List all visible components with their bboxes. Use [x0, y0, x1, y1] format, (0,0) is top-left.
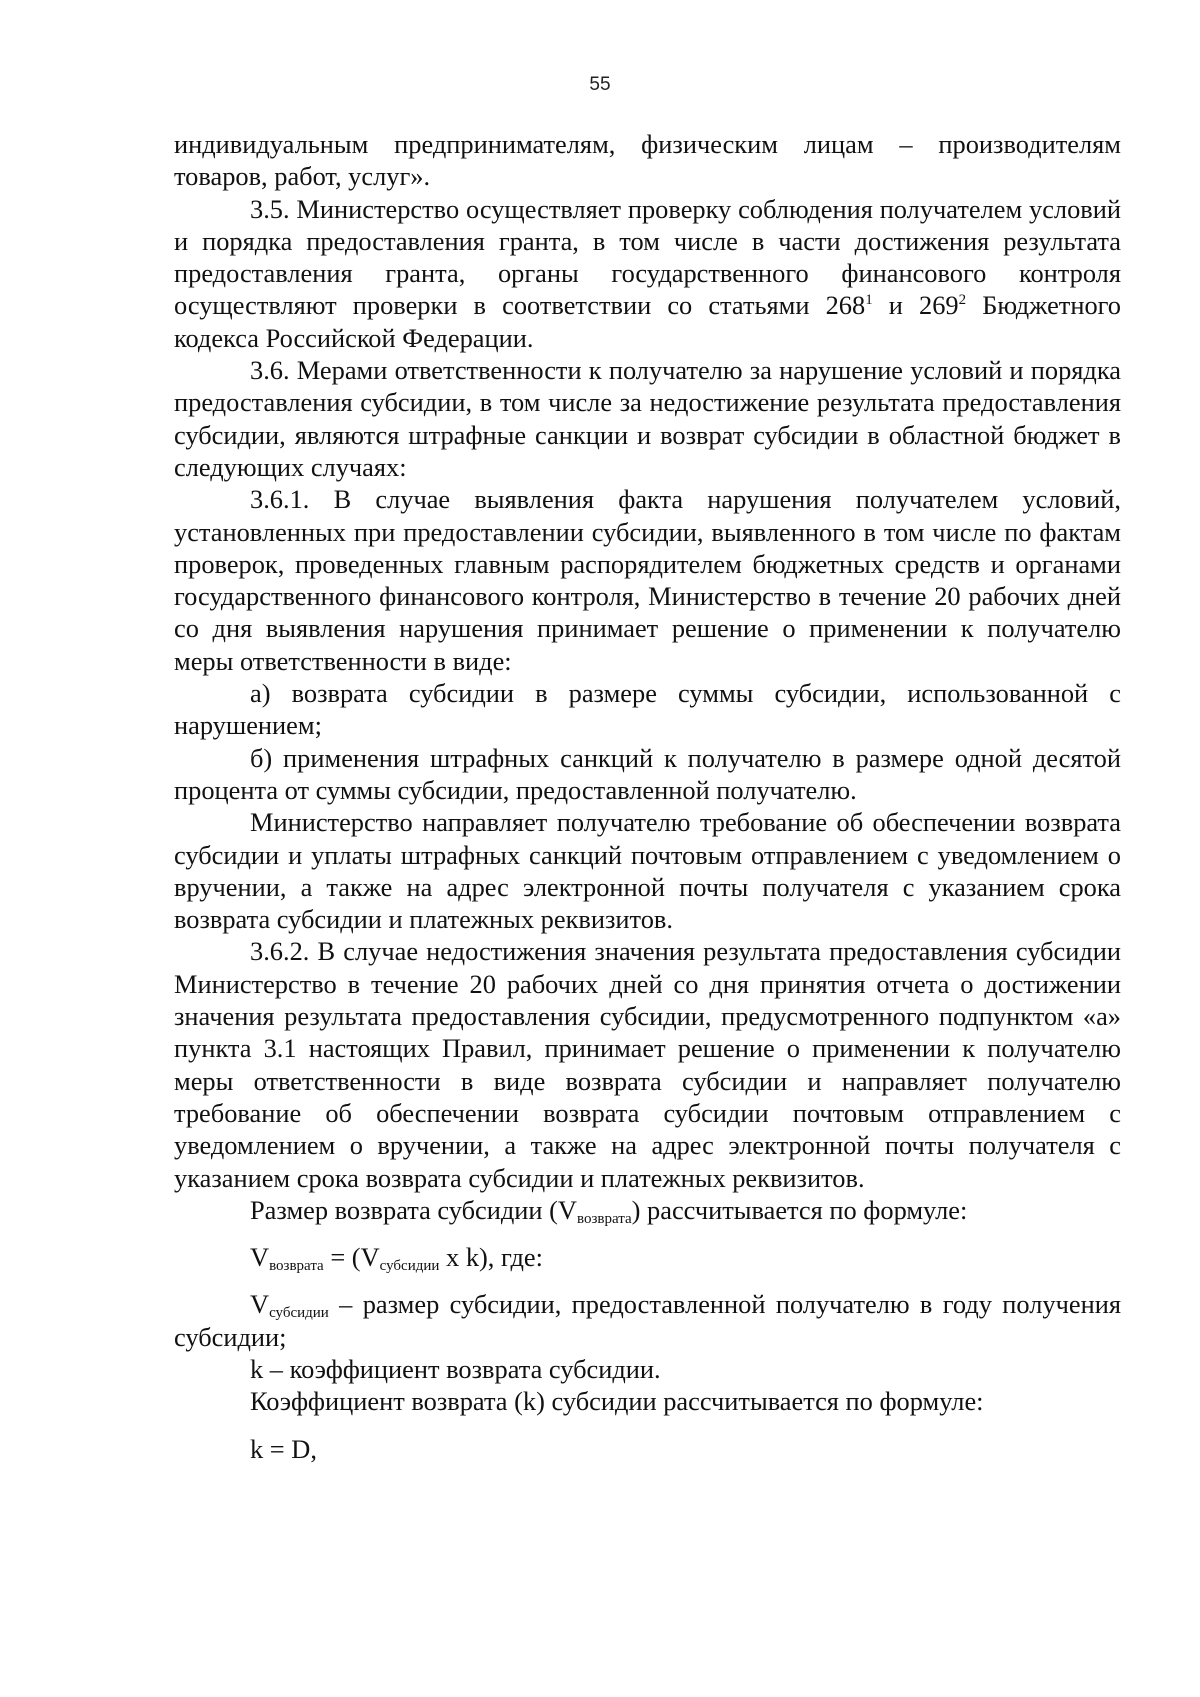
v-subsidy-subscript: субсидии: [269, 1305, 329, 1322]
paragraph-3-5: [174, 193, 1121, 354]
paragraph-item-b: б) применения штрафных санкций к получателю в размере одной десятой процента от суммы субсидии, предоставленной получателю.: [174, 742, 1121, 805]
article-269: 269: [919, 290, 959, 321]
paragraph-3-6: 3.6. Мерами ответственности к получателю за нарушение условий и порядка предоставления субсидии, в том числе за недостижение результата предоставления субсидии, являются штрафные санкции и возврат субсидии в областной бюджет в следующих случаях:: [174, 355, 1121, 482]
paragraph-coefficient: Коэффициент возврата (k) субсидии рассчитывается по формуле:: [250, 1386, 984, 1417]
page-number: 55: [589, 74, 611, 95]
formula-subscript-subsidy: субсидии: [379, 1258, 440, 1275]
v-subsidy-text: – размер субсидии, предоставленной получателю в году получения субсидии;: [174, 1289, 1121, 1352]
conjunction-and: и: [872, 290, 920, 321]
formula-end: x k), где:: [439, 1242, 543, 1273]
paragraph-v-subsidy: [174, 1288, 1121, 1353]
paragraph-k-definition: k – коэффициент возврата субсидии.: [250, 1353, 661, 1384]
superscript-1: 1: [865, 292, 873, 309]
document-body: [174, 128, 1121, 1480]
formula-k: k = D,: [250, 1433, 317, 1464]
paragraph-ministry-notice: Министерство направляет получателю требование об обеспечении возврата субсидии и уплаты штрафных санкций почтовым отправлением с уведомлением о вручении, а также на адрес электронной почты получателя с указанием срока возврата субсидии и платежных реквизитов.: [174, 807, 1121, 935]
paragraph-item-a: а) возврата субсидии в размере суммы субсидии, использованной с нарушением;: [174, 678, 1121, 741]
formula-subscript-return: возврата: [269, 1258, 324, 1275]
return-size-subscript: возврата: [577, 1210, 632, 1227]
superscript-2: 2: [958, 292, 967, 309]
return-size-pre: Размер возврата субсидии (V: [250, 1194, 577, 1225]
paragraph-return-size: [174, 1194, 1121, 1226]
paragraph-3-6-2: 3.6.2. В случае недостижения значения результата предоставления субсидии Министерство в течение 20 рабочих дней со дня принятия отчета о достижении значения результата предоставления субсидии, предусмотренного подпунктом «а» пункта 3.1 настоящих Правил, принимает решение о применении к получателю меры ответственности в виде возврата субсидии и направляет получателю требование об обеспечении возврата субсидии почтовым отправлением с уведомлением о вручении, а также на адрес электронной почты получателя с указанием срока возврата субсидии и платежных реквизитов.: [174, 936, 1121, 1193]
paragraph-3-5-end: Бюджетного кодекса Российской Федерации.: [174, 290, 1121, 353]
return-size-post: ) рассчитывается по формуле:: [631, 1194, 968, 1225]
paragraph-continuation: индивидуальным предпринимателям, физическим лицам – производителям товаров, работ, услуг».: [174, 129, 1121, 192]
formula-mid: = (V: [323, 1242, 380, 1273]
article-268: 268: [825, 290, 866, 321]
paragraph-3-5-text: 3.5. Министерство осуществляет проверку соблюдения получателем условий и порядка предоставления гранта, в том числе в части достижения результата предоставления гранта, органы государственного финансового контроля осуществляют проверки в соответствии со статьями: [174, 193, 1121, 321]
formula-v: V: [250, 1242, 270, 1273]
formula-return: [174, 1241, 1121, 1273]
v-subsidy-symbol: V: [250, 1289, 270, 1320]
paragraph-3-6-1: 3.6.1. В случае выявления факта нарушения получателем условий, установленных при предоставлении субсидии, выявленного в том числе по фактам проверок, проведенных главным распорядителем бюджетных средств и органами государственного финансового контроля, Министерство в течение 20 рабочих дней со дня выявления нарушения принимает решение о применении к получателю меры ответственности в виде:: [174, 484, 1121, 676]
